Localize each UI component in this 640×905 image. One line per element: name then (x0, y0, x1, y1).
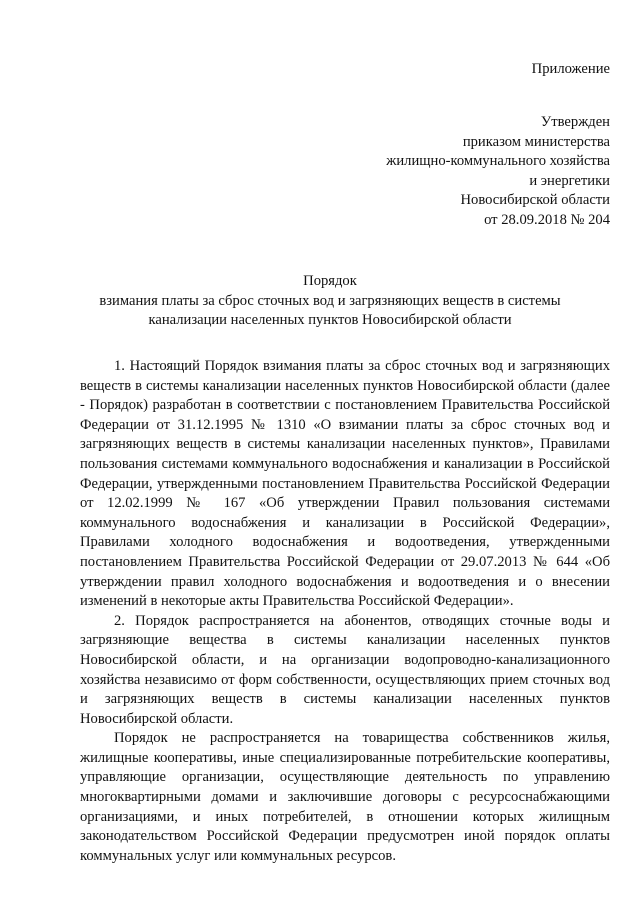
title-line: Порядок (303, 273, 357, 289)
document-body (80, 357, 610, 866)
paragraph-1: 1. Настоящий Порядок взимания платы за сброс сточных вод и загрязняющих веществ в системы канализации населенных пунктов Новосибирской области (далее - Порядок) разработан в соответствии с постановлением Правительства Российской Федерации от 31.12.1995 № 1310 «О взимании платы за сброс сточных вод и загрязняющих веществ в системы канализации населенных пунктов», Правилами пользования системами коммунального водоснабжения и канализации в Российской Федерации, утвержденными постановлением Правительства Российской Федерации от 12.02.1999 № 167 «Об утверждении Правил пользования системами коммунального водоснабжения и канализации в Российской Федерации», Правилами холодного водоснабжения и водоотведения, утвержденными постановлением Правительства Российской Федерации от 29.07.2013 № 644 «Об утверждении правил холодного водоснабжения и водоотведения и о внесении изменений в некоторые акты Правительства Российской Федерации». (80, 358, 610, 610)
approval-line: приказом министерства (462, 133, 610, 150)
approval-line: Утвержден (540, 114, 610, 130)
appendix-text: Приложение (531, 61, 610, 77)
approval-line: и энергетики (529, 172, 610, 189)
appendix-label (532, 60, 610, 80)
title-line: взимания платы за сброс сточных вод и загрязняющих веществ в системы (99, 292, 561, 309)
approval-line: Новосибирской области (460, 192, 610, 209)
approval-stamp (386, 113, 610, 231)
title-line: канализации населенных пунктов Новосибирской области (148, 312, 512, 329)
paragraph-3: Порядок не распространяется на товарищества собственников жилья, жилищные кооперативы, иные специализированные потребительские кооперативы, управляющие организации, осуществляющие деятельность по управлению многоквартирными домами и заключившие договоры с ресурсоснабжающими организациями, и иных потребителей, в отношении которых жилищным законодательством Российской Федерации предусмотрен иной порядок оплаты коммунальных услуг или коммунальных ресурсов. (80, 730, 610, 864)
paragraph-2: 2. Порядок распространяется на абонентов, отводящих сточные воды и загрязняющие вещества в системы канализации населенных пунктов Новосибирской области, и на организации водопроводно-канализационного хозяйства независимо от форм собственности, осуществляющих прием сточных вод и загрязняющих веществ в системы канализации населенных пунктов Новосибирской области. (80, 612, 610, 727)
document-title (80, 272, 580, 331)
approval-line: жилищно-коммунального хозяйства (386, 153, 610, 170)
approval-line: от 28.09.2018 № 204 (484, 211, 610, 228)
